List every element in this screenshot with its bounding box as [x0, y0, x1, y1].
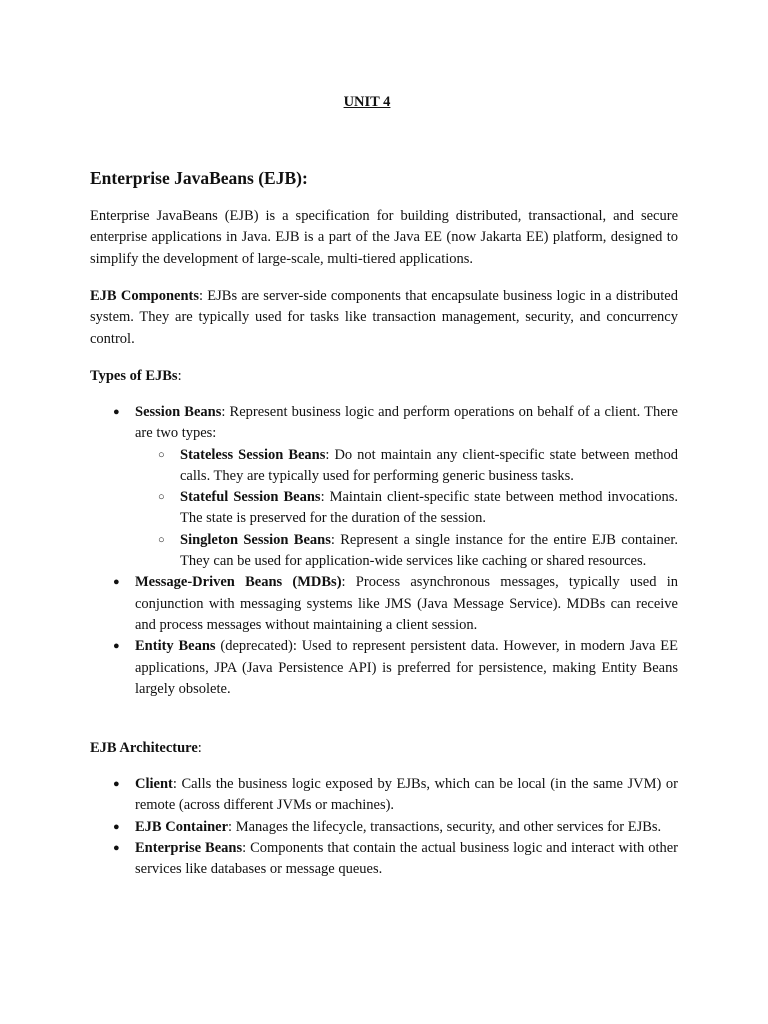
list-item-text: : Calls the business logic exposed by EJBs, which can be local (in the same JVM) or remote (across different JVMs or machines).	[135, 776, 678, 814]
circle-bullet-icon: ○	[158, 533, 165, 546]
circle-bullet-icon: ○	[158, 448, 165, 461]
list-item-text: : Manages the lifecycle, transactions, security, and other services for EJBs.	[228, 818, 662, 835]
architecture-label-suffix: :	[197, 740, 202, 756]
sub-item-stateless	[135, 445, 678, 488]
sub-item-term: Singleton Session Beans	[180, 531, 331, 548]
session-types-list	[135, 445, 678, 573]
bullet-icon: ●	[113, 576, 120, 589]
sub-item-term: Stateless Session Beans	[180, 446, 326, 463]
sub-item-text: : Do not maintain any client-specific state between method calls. They are typically used for performing generic business tasks.	[180, 446, 678, 484]
list-item-client	[90, 774, 678, 817]
components-text: : EJBs are server-side components that encapsulate business logic in a distributed system. They are typically used for tasks like transaction management, security, and concurrency control.	[90, 288, 678, 347]
sub-item-stateful	[135, 487, 678, 530]
list-item-text: (deprecated): Used to represent persistent data. However, in modern Java EE applications, JPA (Java Persistence API) is preferred for persistence, making Entity Beans largely obsolete.	[135, 638, 678, 697]
unit-title: UNIT 4	[343, 94, 391, 110]
architecture-heading	[90, 738, 678, 759]
intro-paragraph: Enterprise JavaBeans (EJB) is a specification for building distributed, transactional, and secure enterprise applications in Java. EJB is a part of the Java EE (now Jakarta EE) platform, designed to simplify the development of large-scale, multi-tiered applications.	[90, 208, 678, 267]
list-item-message-driven-beans	[90, 572, 678, 636]
sub-item-term: Stateful Session Beans	[180, 489, 321, 506]
list-item-ejb-container	[90, 817, 678, 838]
types-label: Types of EJBs	[90, 368, 178, 384]
list-item-term: Client	[135, 776, 173, 792]
types-label-suffix: :	[177, 368, 182, 384]
bullet-icon: ●	[113, 778, 120, 790]
sub-item-text: : Represent a single instance for the entire EJB container. They can be used for application-wide services like caching or shared resources.	[180, 531, 678, 570]
sub-item-text: : Maintain client-specific state between method invocations. The state is preserved for the duration of the session.	[180, 489, 678, 527]
architecture-label: EJB Architecture	[90, 740, 198, 756]
sub-item-singleton	[135, 530, 678, 573]
list-item-session-beans	[90, 402, 678, 572]
list-item-text: : Components that contain the actual business logic and interact with other services like databases or message queues.	[135, 839, 679, 878]
list-item-term: EJB Container	[135, 818, 229, 835]
list-item-term: Entity Beans	[135, 638, 216, 655]
bullet-icon: ●	[113, 406, 120, 418]
list-item-entity-beans	[90, 636, 678, 700]
circle-bullet-icon: ○	[158, 491, 165, 504]
list-item-term: Session Beans	[135, 404, 222, 420]
components-paragraph	[90, 286, 678, 350]
list-item-text: : Represent business logic and perform operations on behalf of a client. There are two types:	[135, 404, 678, 442]
bullet-icon: ●	[113, 820, 120, 833]
list-item-enterprise-beans	[90, 838, 678, 881]
section-heading: Enterprise JavaBeans (EJB):	[90, 168, 308, 188]
architecture-list	[90, 774, 678, 880]
list-item-term: Message-Driven Beans (MDBs)	[135, 574, 342, 591]
components-term: EJB Components	[90, 288, 199, 304]
types-list	[90, 402, 678, 700]
types-heading	[90, 366, 678, 387]
list-item-text: : Process asynchronous messages, typically used in conjunction with messaging systems like JMS (Java Message Service). MDBs can receive and process messages without maintaining a client session.	[135, 574, 678, 633]
list-item-term: Enterprise Beans	[135, 839, 243, 856]
bullet-icon: ●	[113, 640, 120, 653]
bullet-icon: ●	[113, 841, 120, 854]
